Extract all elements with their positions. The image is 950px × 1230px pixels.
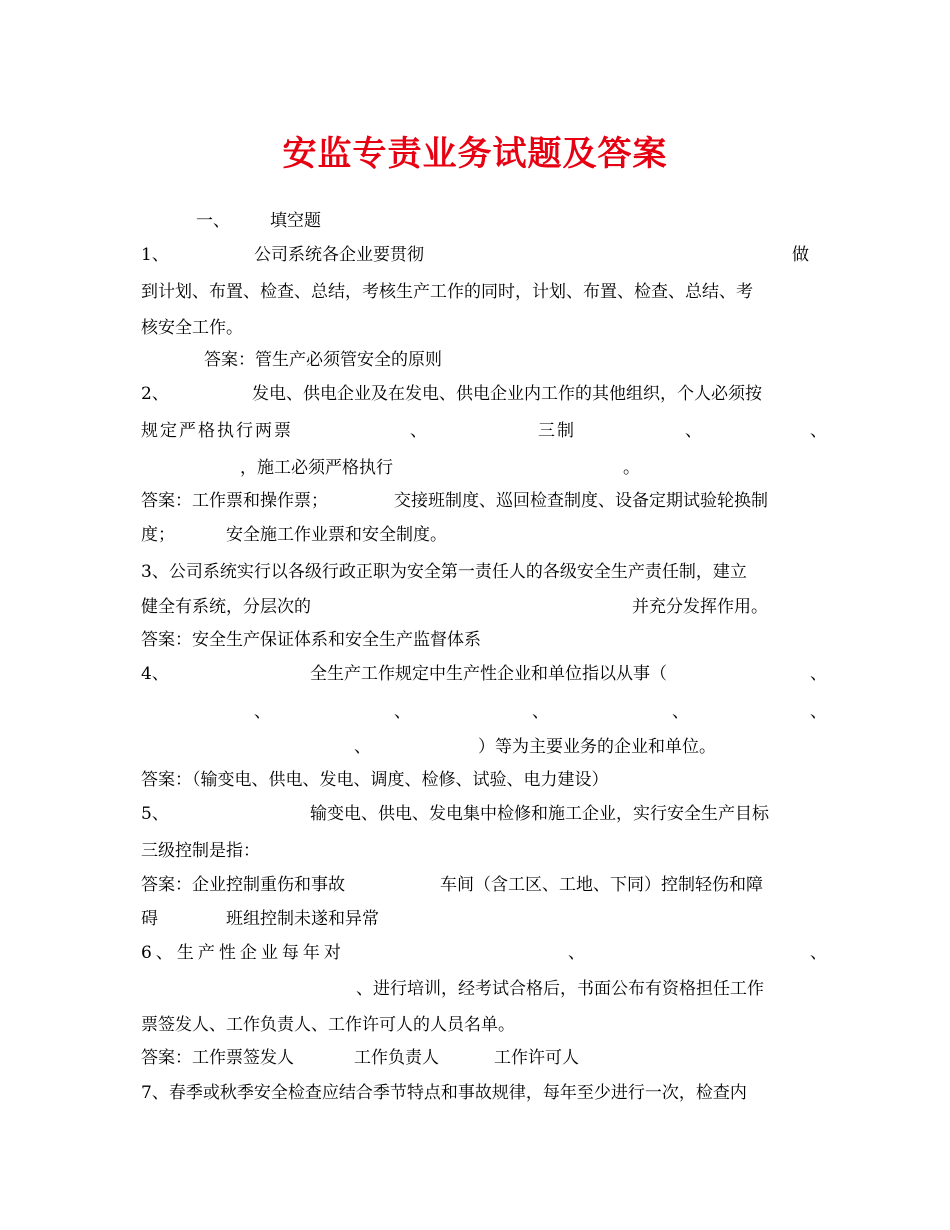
q2-separator-3: 、 (810, 421, 827, 441)
q1-text-1-end: 做 (792, 245, 809, 265)
q5-answer-1b: 车间（含工区、工地、下同）控制轻伤和障 (440, 875, 763, 895)
q4-separator-6: 、 (810, 702, 827, 722)
q2-answer-1a: 答案：工作票和操作票； (141, 491, 328, 511)
q2-text-3b: 。 (623, 458, 640, 478)
q6-separator-2: 、 (810, 943, 827, 963)
q2-text-3a: ，施工必须严格执行 (240, 458, 393, 478)
q5-answer-2b: 班组控制未遂和异常 (226, 909, 379, 929)
q3-text-2a: 健全有系统，分层次的 (141, 597, 311, 617)
q4-separator-5: 、 (672, 702, 689, 722)
q2-text-2a: 规定严格执行两票 (141, 421, 293, 441)
q2-answer-2b: 安全施工作业票和安全制度。 (226, 525, 447, 545)
q6-answer-2: 工作负责人 (354, 1048, 439, 1068)
q6-answer-3: 工作许可人 (494, 1048, 579, 1068)
q2-number: 2、 (141, 384, 169, 404)
q6-answer-1: 答案：工作票签发人 (141, 1048, 294, 1068)
q1-answer: 答案：管生产必须管安全的原则 (204, 350, 442, 370)
q1-text-3: 核安全工作。 (141, 318, 243, 338)
q4-separator-7: 、 (354, 737, 371, 757)
q4-text-3: ）等为主要业务的企业和单位。 (478, 737, 716, 757)
q4-text-1: 全生产工作规定中生产性企业和单位指以从事（ (310, 664, 667, 684)
q2-separator-1: 、 (410, 421, 427, 441)
q1-text-2: 到计划、布置、检查、总结，考核生产工作的同时，计划、布置、检查、总结、考 (141, 282, 753, 302)
document-title: 安监专责业务试题及答案 (282, 134, 668, 174)
q4-number: 4、 (141, 664, 169, 684)
q5-text-2: 三级控制是指： (141, 841, 260, 861)
q5-answer-1a: 答案：企业控制重伤和事故 (141, 875, 345, 895)
q2-answer-2a: 度； (141, 525, 175, 545)
q6-text-3: 票签发人、工作负责人、工作许可人的人员名单。 (141, 1015, 515, 1035)
q3-text-1: 3、公司系统实行以各级行政正职为安全第一责任人的各级安全生产责任制，建立 (141, 562, 747, 582)
q3-answer: 答案：安全生产保证体系和安全生产监督体系 (141, 630, 481, 650)
q3-text-2b: 并充分发挥作用。 (632, 597, 768, 617)
q2-answer-1b: 交接班制度、巡回检查制度、设备定期试验轮换制 (394, 491, 768, 511)
q6-text-1: 6、生产性企业每年对 (141, 943, 345, 963)
q6-text-2: 、进行培训，经考试合格后，书面公布有资格担任工作 (356, 979, 764, 999)
q4-separator-2: 、 (254, 702, 271, 722)
q5-text-1: 输变电、供电、发电集中检修和施工企业，实行安全生产目标 (310, 804, 769, 824)
q5-number: 5、 (141, 804, 169, 824)
q6-separator-1: 、 (568, 943, 585, 963)
q2-text-2b: 三制 (538, 421, 576, 441)
q1-number: 1、 (141, 245, 169, 265)
q4-separator-3: 、 (394, 702, 411, 722)
q7-text-1: 7、春季或秋季安全检查应结合季节特点和事故规律，每年至少进行一次，检查内 (141, 1083, 747, 1103)
q4-separator-4: 、 (532, 702, 549, 722)
q2-text-1: 发电、供电企业及在发电、供电企业内工作的其他组织，个人必须按 (252, 384, 762, 404)
q4-separator-1: 、 (810, 664, 827, 684)
section-number: 一、 (196, 211, 230, 231)
section-label: 填空题 (270, 211, 321, 231)
q2-separator-2: 、 (685, 421, 702, 441)
q1-text-1: 公司系统各企业要贯彻 (254, 245, 424, 265)
q4-answer: 答案：（输变电、供电、发电、调度、检修、试验、电力建设） (141, 770, 609, 790)
q5-answer-2a: 碍 (141, 909, 158, 929)
